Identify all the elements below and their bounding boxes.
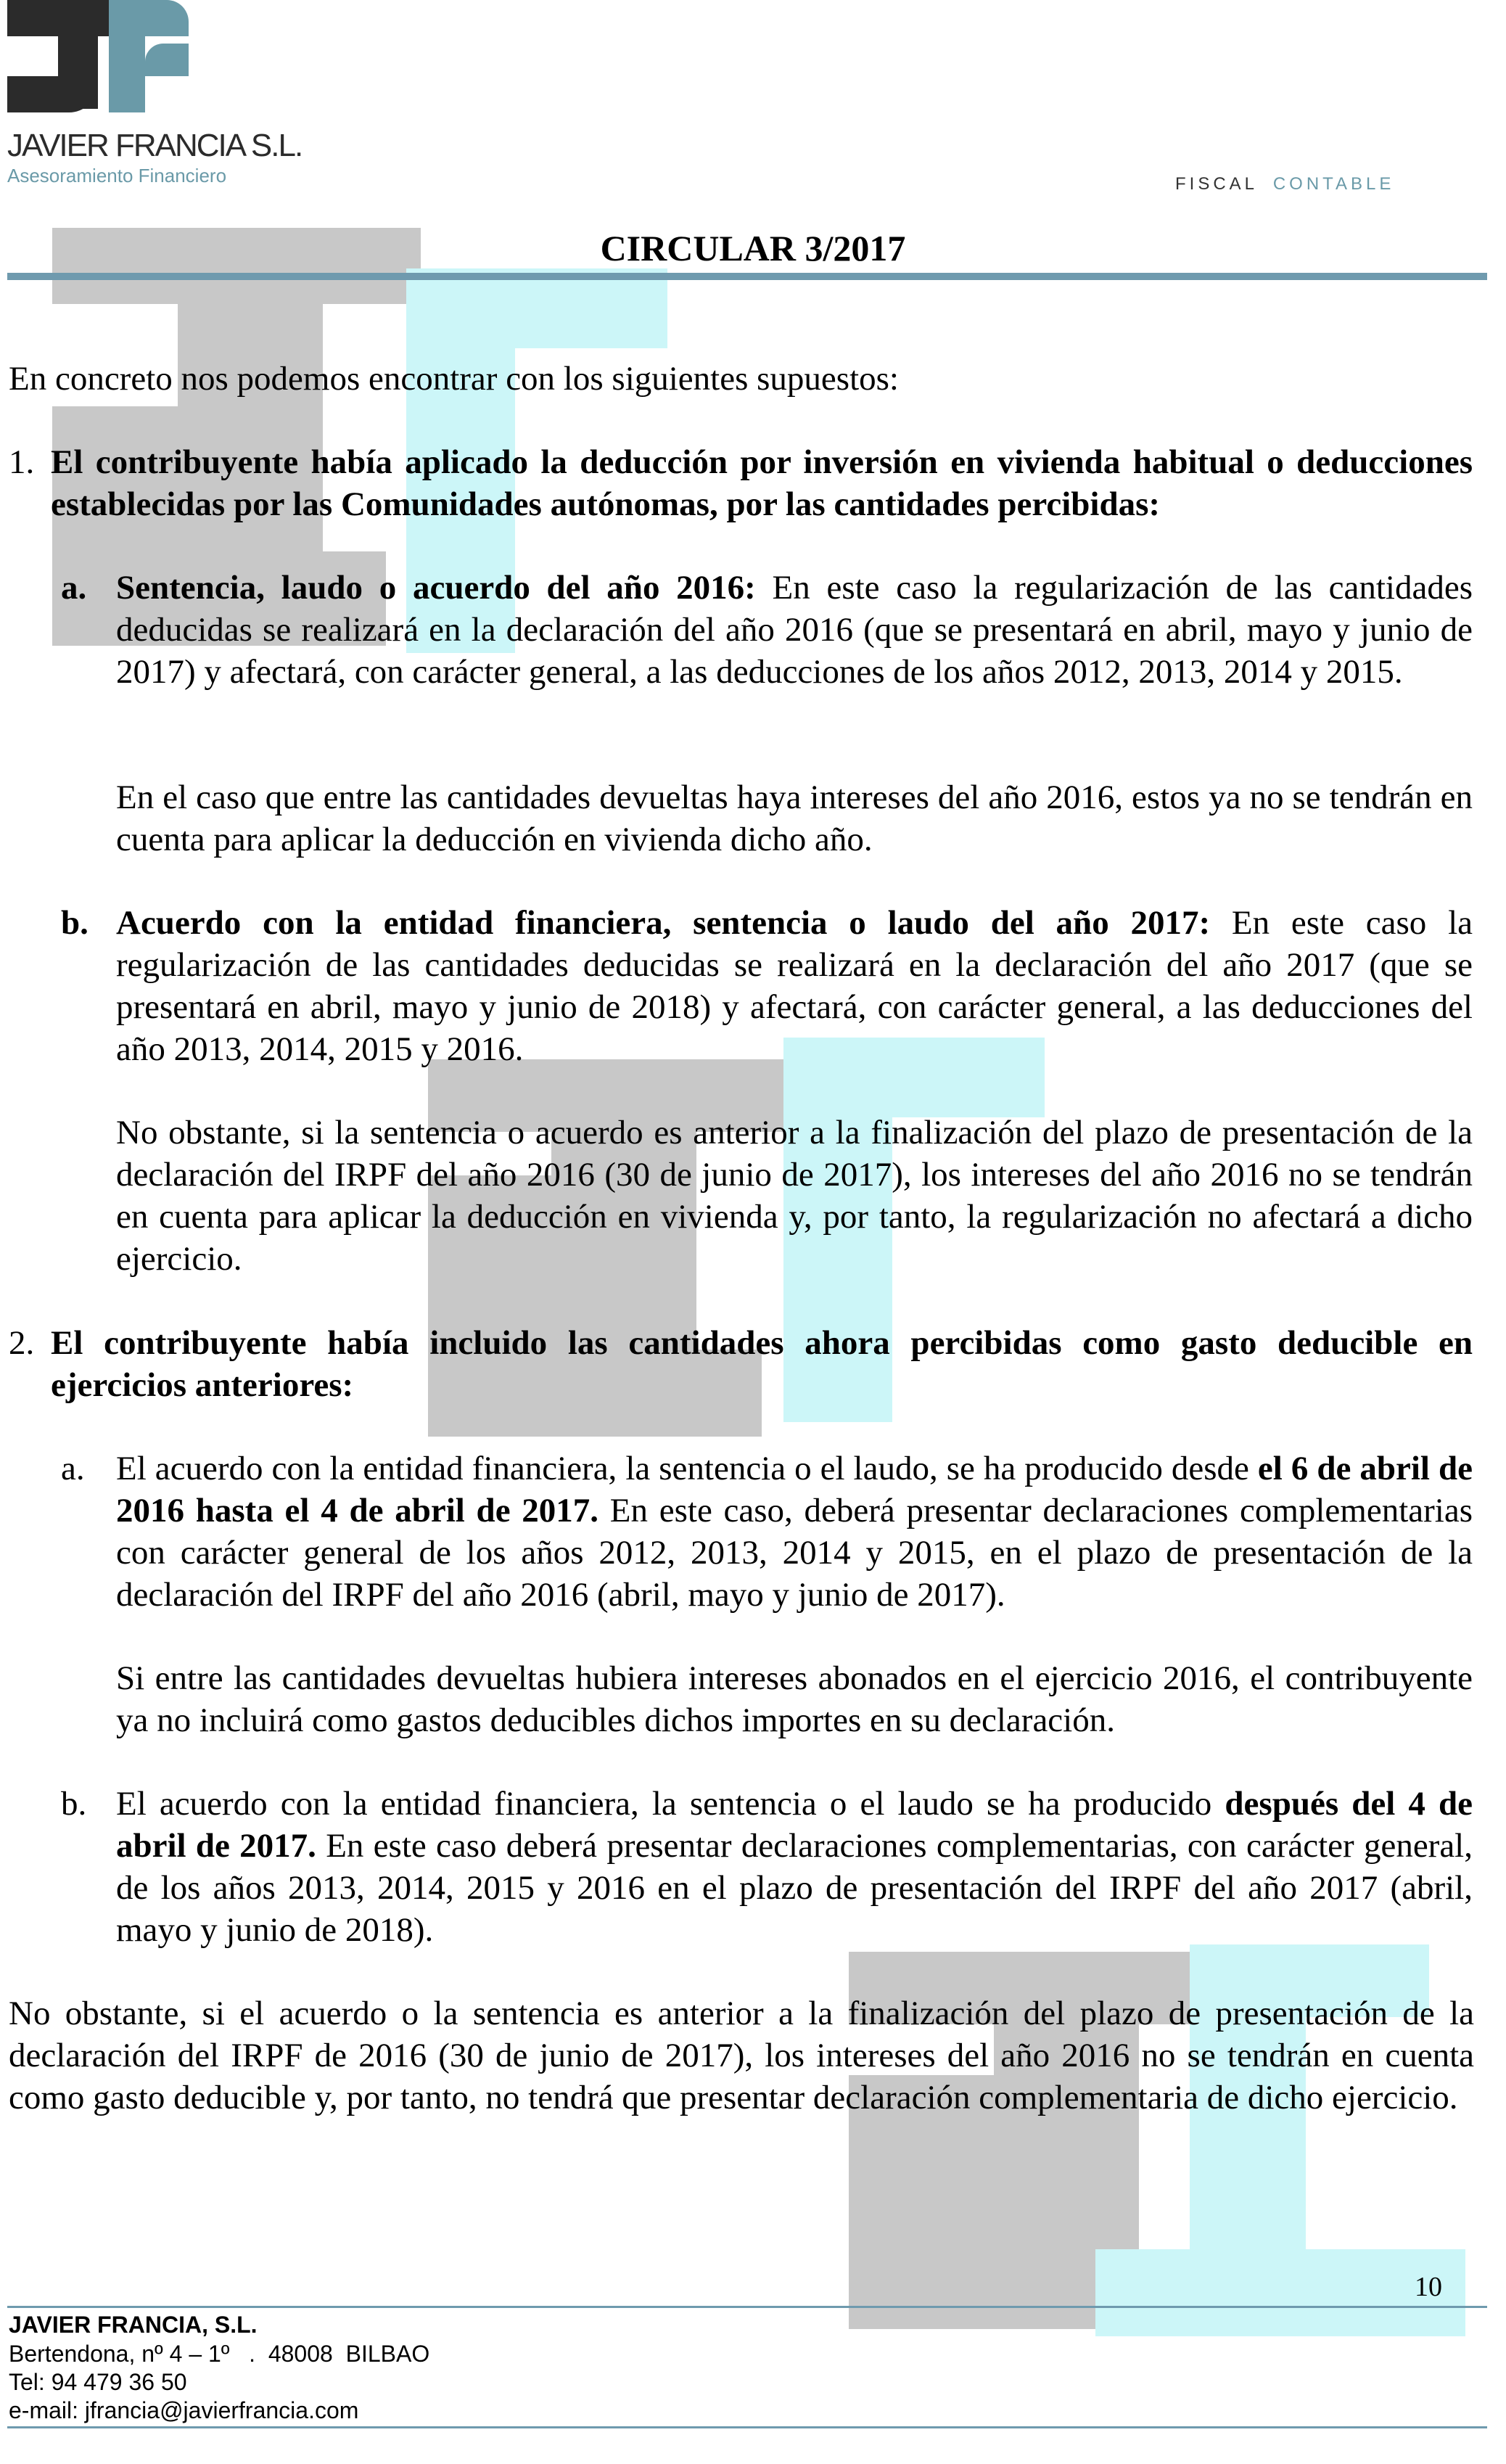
- item-1b-extra: No obstante, si la sentencia o acuerdo es anterior a la finalización del plazo de presentación de la declaración del IRPF del año 2016 (30 de junio de 2017), los intereses del año 2016 no se tendrán en cuenta para aplicar la deducción en vivienda y, por tanto, la regularización no afectará a dicho ejercicio.: [116, 1114, 1473, 1278]
- item-2b-letter: b.: [61, 1785, 87, 1823]
- item-1b-letter: b.: [61, 904, 89, 942]
- item-2a-extra: Si entre las cantidades devueltas hubiera intereses abonados en el ejercicio 2016, el contribuyente ya no incluirá como gastos deducibles dichos importes en su declaración.: [116, 1659, 1473, 1739]
- item-1b-paragraph: [116, 902, 1473, 1070]
- service-fiscal: FISCAL: [1175, 174, 1258, 194]
- service-contable: CONTABLE: [1272, 174, 1395, 194]
- item-2a-paragraph: [116, 1447, 1473, 1616]
- item-1-number: 1.: [9, 443, 35, 481]
- closing-paragraph: No obstante, si el acuerdo o la sentencia es anterior a la finalización del plazo de presentación de la declaración del IRPF de 2016 (30 de junio de 2017), los intereses del año 2016 no se tendrán en cuenta como gasto deducible y, por tanto, no tendrá que presentar declaración complementaria de dicho ejercicio.: [9, 1995, 1474, 2116]
- item-1a-letter: a.: [61, 569, 87, 607]
- footer-rule-top: [7, 2306, 1487, 2308]
- page-number: 10: [1415, 2272, 1442, 2302]
- footer-company: JAVIER FRANCIA, S.L.: [9, 2312, 258, 2338]
- company-logo: [7, 0, 303, 189]
- item-1a-paragraph: [116, 567, 1473, 693]
- item-1b-lead: Acuerdo con la entidad financiera, sentencia o laudo del año 2017:: [116, 904, 1211, 942]
- item-2b-text-before: El acuerdo con la entidad financiera, la sentencia o el laudo se ha producido: [116, 1785, 1225, 1823]
- item-2b-text-after: En este caso deberá presentar declaraciones complementarias, con carácter general, de los años 2013, 2014, 2015 y 2016 en el plazo de presentación del IRPF del año 2017 (abril, mayo y junio de 2018).: [116, 1827, 1473, 1949]
- item-2-number: 2.: [9, 1324, 35, 1362]
- company-name: JAVIER FRANCIA S.L.: [7, 128, 303, 163]
- intro-paragraph: En concreto nos podemos encontrar con los siguientes supuestos:: [9, 360, 899, 398]
- item-1b-text: En este caso la regularización de las cantidades deducidas se realizará en la declaración del año 2017 (que se presentará en abril, mayo y junio de 2018) y afectará, con carácter general, a las deducciones del año 2013, 2014, 2015 y 2016.: [116, 904, 1473, 1068]
- service-labels: [1175, 174, 1394, 194]
- header-rule: [7, 273, 1487, 280]
- item-2a-letter: a.: [61, 1450, 85, 1487]
- item-1a-lead: Sentencia, laudo o acuerdo del año 2016:: [116, 569, 756, 607]
- document-title: CIRCULAR 3/2017: [600, 228, 906, 268]
- item-2b-bold: después del 4 de abril de 2017.: [116, 1785, 1473, 1865]
- footer-address: Bertendona, nº 4 – 1º . 48008 BILBAO: [9, 2341, 430, 2367]
- item-2a-text-after: En este caso, deberá presentar declaraciones complementarias con carácter general de los años 2012, 2013, 2014 y 2015, en el plazo de presentación de la declaración del IRPF del año 2016 (abril, mayo y junio de 2017).: [116, 1492, 1473, 1614]
- company-tagline: Asesoramiento Financiero: [7, 165, 227, 186]
- item-2a-bold: el 6 de abril de 2016 hasta el 4 de abril de 2017.: [116, 1450, 1473, 1529]
- item-1a-text: En este caso la regularización de las cantidades deducidas se realizará en la declaración del año 2016 (que se presentará en abril, mayo y junio de 2017) y afectará, con carácter general, a las deducciones de los años 2012, 2013, 2014 y 2015.: [116, 569, 1473, 691]
- item-1-heading: El contribuyente había aplicado la deducción por inversión en vivienda habitual o deducciones establecidas por las Comunidades autónomas, por las cantidades percibidas:: [51, 443, 1473, 523]
- footer-rule-bottom: [7, 2426, 1487, 2428]
- item-1a-extra: En el caso que entre las cantidades devueltas haya intereses del año 2016, estos ya no se tendrán en cuenta para aplicar la deducción en vivienda dicho año.: [116, 779, 1473, 858]
- footer-email: e-mail: jfrancia@javierfrancia.com: [9, 2397, 359, 2423]
- item-2-heading: El contribuyente había incluido las cantidades ahora percibidas como gasto deducible en ejercicios anteriores:: [51, 1324, 1473, 1404]
- item-2a-text-before: El acuerdo con la entidad financiera, la sentencia o el laudo, se ha producido desde: [116, 1450, 1258, 1487]
- item-2b-paragraph: [116, 1783, 1473, 1951]
- footer-phone: Tel: 94 479 36 50: [9, 2369, 187, 2395]
